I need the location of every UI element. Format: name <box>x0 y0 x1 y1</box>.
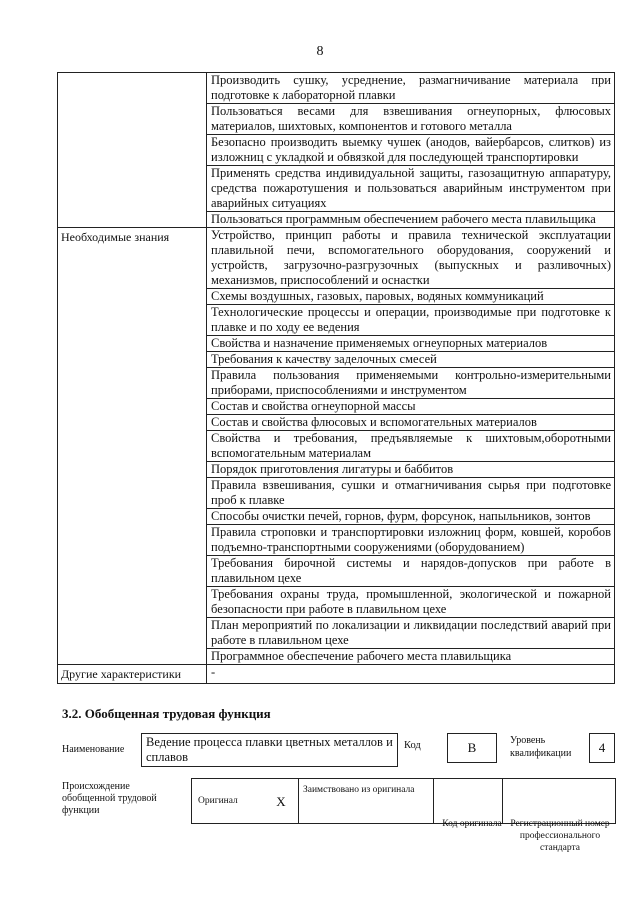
requirement-cell: Безопасно производить выемку чушек (анодов, вайербарсов, слитков) из изложниц с укладкой и обвязкой для последующей транспортировки <box>207 135 615 166</box>
requirement-cell: Программное обеспечение рабочего места плавильщика <box>207 649 615 665</box>
requirement-cell: Способы очистки печей, горнов, фурм, форсунок, напыльников, зонтов <box>207 509 615 525</box>
borrowed-label: Заимствовано из оригинала <box>299 779 434 824</box>
reg-number-cell <box>503 779 616 824</box>
competency-table <box>57 72 615 684</box>
requirement-cell: Производить сушку, усреднение, размагничивание материала при подготовке к лабораторной плавки <box>207 73 615 104</box>
requirement-cell: Свойства и требования, предъявляемые к шихтовым,оборотными вспомогательным материалам <box>207 431 615 462</box>
page-number: 8 <box>316 44 324 59</box>
row-category: Другие характеристики <box>58 665 207 684</box>
requirement-cell: Состав и свойства огнеупорной массы <box>207 399 615 415</box>
requirement-cell: План мероприятий по локализации и ликвидации последствий аварий при работе в плавильном цехе <box>207 618 615 649</box>
name-label: Наименование <box>62 744 125 755</box>
table-row <box>58 665 615 684</box>
requirement-cell: Свойства и назначение применяемых огнеупорных материалов <box>207 336 615 352</box>
code-label: Код <box>404 740 421 751</box>
name-value: Ведение процесса плавки цветных металлов и сплавов <box>141 733 398 767</box>
requirement-cell: Требования охраны труда, промышленной, экологической и пожарной безопасности при работе в плавильном цехе <box>207 587 615 618</box>
requirement-cell: Порядок приготовления лигатуры и баббитов <box>207 462 615 478</box>
original-mark: Х <box>264 779 299 824</box>
section-heading: 3.2. Обобщенная трудовая функция <box>62 706 271 721</box>
requirement-cell: Схемы воздушных, газовых, паровых, водяных коммуникаций <box>207 289 615 305</box>
requirement-cell: Требования к качеству заделочных смесей <box>207 352 615 368</box>
requirement-cell: Состав и свойства флюсовых и вспомогательных материалов <box>207 415 615 431</box>
row-category: Необходимые знания <box>58 228 207 665</box>
code-original-cell <box>434 779 503 824</box>
table-row <box>58 228 615 289</box>
level-label: Уровень квалификации <box>510 735 572 759</box>
requirement-cell: - <box>207 665 615 684</box>
requirement-cell: Правила пользования применяемыми контрольно-измерительными приборами, приспособлениями и инструментом <box>207 368 615 399</box>
requirement-cell: Правила строповки и транспортировки изложниц форм, ковшей, коробов подъемно-транспортными сооружениями (оборудованием) <box>207 525 615 556</box>
requirement-cell: Пользоваться весами для взвешивания огнеупорных, флюсовых материалов, шихтовых, компонентов и готового металла <box>207 104 615 135</box>
table-row <box>58 73 615 104</box>
requirement-cell: Требования бирочной системы и нарядов-допусков при работе в плавильном цехе <box>207 556 615 587</box>
origin-label: Происхождение обобщенной трудовой функции <box>62 781 157 816</box>
requirement-cell: Правила взвешивания, сушки и отмагничивания сырья при подготовке проб к плавке <box>207 478 615 509</box>
requirement-cell: Применять средства индивидуальной защиты, газозащитную аппаратуру, средства пожаротушения и пользоваться аварийным инструментом при аварийных ситуациях <box>207 166 615 212</box>
requirement-cell: Технологические процессы и операции, производимые при подготовке к плавке и по ходу ее ведения <box>207 305 615 336</box>
requirement-cell: Устройство, принцип работы и правила технической эксплуатации плавильной печи, вспомогательного оборудования, сооружений и устройств, загрузочно-разгрузочных (выпускных и разливочных) механизмов, приспособлений и оснастки <box>207 228 615 289</box>
code-value: В <box>447 733 497 763</box>
requirement-cell: Пользоваться программным обеспечением рабочего места плавильщика <box>207 212 615 228</box>
original-label: Оригинал <box>192 779 265 824</box>
level-value: 4 <box>589 733 615 763</box>
code-original-label: Код оригинала <box>442 819 502 829</box>
row-category <box>58 73 207 228</box>
reg-number-label: Регистрационный номер профессионального стандарта <box>510 819 610 853</box>
